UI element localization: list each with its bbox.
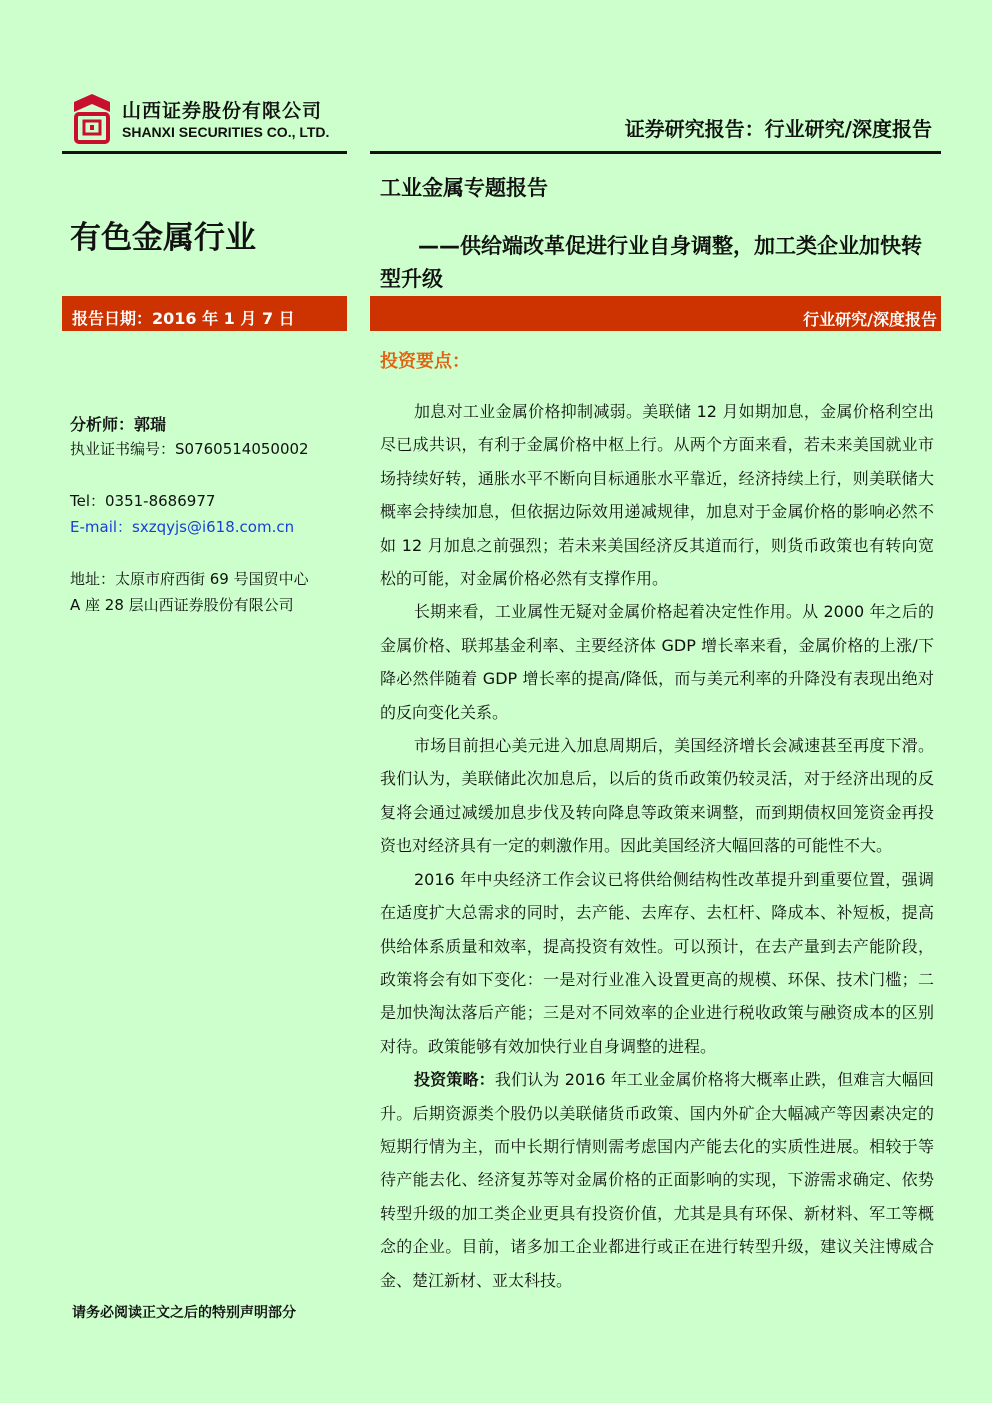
report-date-bar xyxy=(62,296,347,331)
certificate-number: 执业证书编号：S0760514050002 xyxy=(70,440,309,458)
industry-title: 有色金属行业 xyxy=(70,220,256,256)
body-paragraph: 2016 年中央经济工作会议已将供给侧结构性改革提升到重要位置，强调在适度扩大总需求的同时，去产能、去库存、去杠杆、降成本、补短板，提高供给体系质量和效率，提高投资有效性。可以预计，在去产量到去产能阶段，政策将会有如下变化：一是对行业准入设置更高的规模、环保、技术门槛；二是加快淘汰落后产能；三是对不同效率的企业进行税收政策与融资成本的区别对待。政策能够有效加快行业自身调整的进程。 xyxy=(380,869,934,1056)
report-body xyxy=(380,395,934,1297)
divider-left xyxy=(62,151,347,154)
report-title: 工业金属专题报告 xyxy=(380,176,548,200)
strategy-label: 投资策略： xyxy=(414,1070,495,1090)
company-logo xyxy=(70,92,330,150)
strategy-text: 我们认为 2016 年工业金属价格将大概率止跌，但难言大幅回升。后期资源类个股仍以美联储货币政策、国内外矿企大幅减产等因素决定的短期行情为主，而中长期行情则需考虑国内产能去化的实质性进展。相较于等待产能去化、经济复苏等对金属价格的正面影响的实现，下游需求确定、依势转型升级的加工类企业更具有投资价值，尤其是具有环保、新材料、军工等概念的企业。目前，诸多加工企业都进行或正在进行转型升级，建议关注博威合金、楚江新材、亚太科技。 xyxy=(380,1070,934,1290)
report-type-label: 行业研究/深度报告 xyxy=(803,310,937,329)
strategy-paragraph xyxy=(380,1063,934,1297)
company-name-en: SHANXI SECURITIES CO., LTD. xyxy=(122,124,330,140)
telephone: Tel：0351-8686977 xyxy=(70,492,216,510)
address-line-1: 地址：太原市府西街 69 号国贸中心 xyxy=(70,570,309,588)
company-name-cn: 山西证券股份有限公司 xyxy=(122,100,323,122)
investment-points-heading: 投资要点： xyxy=(380,351,470,372)
body-paragraph: 市场目前担心美元进入加息周期后，美国经济增长会减速甚至再度下滑。我们认为，美联储此次加息后，以后的货币政策仍较灵活，对于经济出现的反复将会通过减缓加息步伐及转向降息等政策来调整，而到期债权回笼资金再投资也对经济具有一定的刺激作用。因此美国经济大幅回落的可能性不大。 xyxy=(380,736,934,856)
divider-right xyxy=(370,151,941,154)
body-paragraph: 加息对工业金属价格抑制减弱。美联储 12 月如期加息，金属价格利空出尽已成共识，有利于金属价格中枢上行。从两个方面来看，若未来美国就业市场持续好转，通胀水平不断向目标通胀水平靠近，经济持续上行，则美联储大概率会持续加息，但依据边际效用递减规律，加息对于金属价格的影响必然不如 12 月加息之前强烈；若未来美国经济反其道而行，则货币政策也有转向宽松的可能，对金属价格必然有支撑作用。 xyxy=(380,402,934,589)
body-paragraph: 长期来看，工业属性无疑对金属价格起着决定性作用。从 2000 年之后的金属价格、联邦基金利率、主要经济体 GDP 增长率来看，金属价格的上涨/下降必然伴随着 GDP 增长率的提高/降低，而与美元利率的升降没有表现出绝对的反向变化关系。 xyxy=(380,602,934,722)
report-date: 报告日期：2016 年 1 月 7 日 xyxy=(72,309,295,328)
report-type-bar xyxy=(370,296,941,331)
address-line-2: A 座 28 层山西证券股份有限公司 xyxy=(70,596,294,614)
disclaimer-note: 请务必阅读正文之后的特别声明部分 xyxy=(72,1305,296,1321)
analyst-name: 分析师：郭瑞 xyxy=(70,415,167,434)
email-link[interactable]: E-mail：sxzqyjs@i618.com.cn xyxy=(70,518,295,536)
company-logo-icon xyxy=(70,92,114,144)
report-subtitle: ——供给端改革促进行业自身调整，加工类企业加快转型升级 xyxy=(380,234,922,291)
report-category: 证券研究报告：行业研究/深度报告 xyxy=(624,117,932,141)
